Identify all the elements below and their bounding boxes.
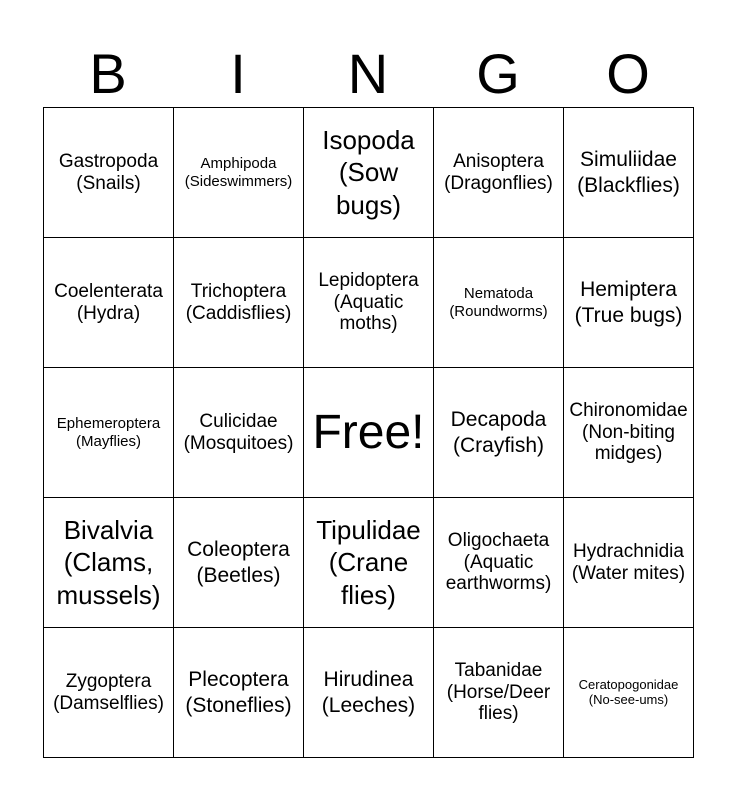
header-letter-n: N <box>347 42 389 105</box>
bingo-cell <box>174 238 304 368</box>
board-row <box>44 628 694 758</box>
cell-name: Isopoda <box>322 124 415 155</box>
bingo-cell <box>304 498 434 628</box>
cell-name: Ceratopogonidae <box>578 676 679 692</box>
bingo-cell <box>174 498 304 628</box>
bingo-cell <box>174 628 304 758</box>
cell-name: Plecoptera <box>188 668 289 692</box>
cell-common-name: (Sow bugs) <box>335 157 402 220</box>
cell-common-name: (Blackflies) <box>577 173 680 197</box>
cell-name: Amphipoda <box>200 155 277 173</box>
cell-common-name: (Leeches) <box>321 693 416 717</box>
cell-name: Hydrachnidia <box>573 540 684 562</box>
cell-name: Tabanidae <box>454 659 543 681</box>
bingo-cell <box>434 628 564 758</box>
cell-common-name: (Snails) <box>76 172 141 194</box>
cell-common-name: (Mosquitoes) <box>183 432 294 454</box>
bingo-cell <box>44 498 174 628</box>
cell-common-name: (Stoneflies) <box>185 693 292 717</box>
bingo-cell <box>434 498 564 628</box>
cell-name: Anisoptera <box>453 150 544 172</box>
cell-common-name: (Beetles) <box>196 563 281 587</box>
cell-name: Lepidoptera <box>318 269 419 291</box>
cell-common-name: (Caddisflies) <box>185 302 292 324</box>
cell-common-name: (Horse/Deer flies) <box>446 681 551 725</box>
cell-name: Gastropoda <box>58 150 159 172</box>
bingo-cell <box>564 108 694 238</box>
bingo-cell <box>44 238 174 368</box>
bingo-header <box>43 40 693 108</box>
board-row <box>44 108 694 238</box>
cell-common-name: (True bugs) <box>574 303 683 327</box>
cell-name: Hirudinea <box>323 668 414 692</box>
bingo-cell <box>564 368 694 498</box>
bingo-cell <box>44 368 174 498</box>
cell-common-name: (Crayfish) <box>452 433 544 457</box>
cell-name: Chironomidae <box>569 399 688 421</box>
cell-common-name: (No-see-ums) <box>588 691 669 707</box>
cell-common-name: (Non-biting midges) <box>582 421 675 465</box>
bingo-cell <box>174 368 304 498</box>
bingo-cell <box>564 498 694 628</box>
bingo-cell <box>434 238 564 368</box>
cell-name: Tipulidae <box>316 514 421 545</box>
bingo-cell <box>304 238 434 368</box>
bingo-cell <box>304 628 434 758</box>
bingo-cell <box>564 628 694 758</box>
cell-name: Oligochaeta <box>447 529 550 551</box>
cell-common-name: (Dragonflies) <box>444 172 553 194</box>
cell-common-name: (Clams, mussels) <box>56 547 161 610</box>
free-space-cell <box>304 368 434 498</box>
cell-name: Bivalvia <box>63 514 154 545</box>
cell-common-name: (Hydra) <box>76 302 141 324</box>
bingo-cell <box>564 238 694 368</box>
header-letter-b: B <box>89 42 127 105</box>
cell-name: Ephemeroptera <box>56 415 161 433</box>
cell-common-name: (Mayflies) <box>75 432 141 450</box>
cell-name: Zygoptera <box>65 670 152 692</box>
cell-name: Culicidae <box>199 410 278 432</box>
cell-common-name: (Aquatic earthworms) <box>445 551 552 595</box>
bingo-cell <box>434 108 564 238</box>
bingo-cell <box>304 108 434 238</box>
cell-common-name: (Damselflies) <box>53 692 164 714</box>
bingo-cell <box>44 108 174 238</box>
bingo-cell <box>44 628 174 758</box>
cell-name: Trichoptera <box>190 280 287 302</box>
header-letter-g: G <box>476 42 520 105</box>
cell-common-name: (Roundworms) <box>449 302 548 320</box>
bingo-board <box>43 107 694 758</box>
board-row <box>44 368 694 498</box>
cell-common-name: (Aquatic moths) <box>333 291 404 335</box>
cell-name: Coelenterata <box>54 280 163 302</box>
cell-name: Simuliidae <box>580 148 677 172</box>
bingo-cell <box>434 368 564 498</box>
cell-name: Decapoda <box>450 408 547 432</box>
header-letter-o: O <box>606 42 650 105</box>
cell-common-name: (Sideswimmers) <box>184 172 293 190</box>
board-row <box>44 238 694 368</box>
bingo-cell <box>174 108 304 238</box>
cell-common-name: (Crane flies) <box>328 547 409 610</box>
cell-name: Coleoptera <box>187 538 290 562</box>
cell-common-name: (Water mites) <box>571 562 686 584</box>
cell-name: Nematoda <box>463 285 534 303</box>
free-space-label: Free! <box>312 405 425 459</box>
cell-name: Hemiptera <box>580 278 677 302</box>
board-row <box>44 498 694 628</box>
header-letter-i: I <box>230 42 246 105</box>
